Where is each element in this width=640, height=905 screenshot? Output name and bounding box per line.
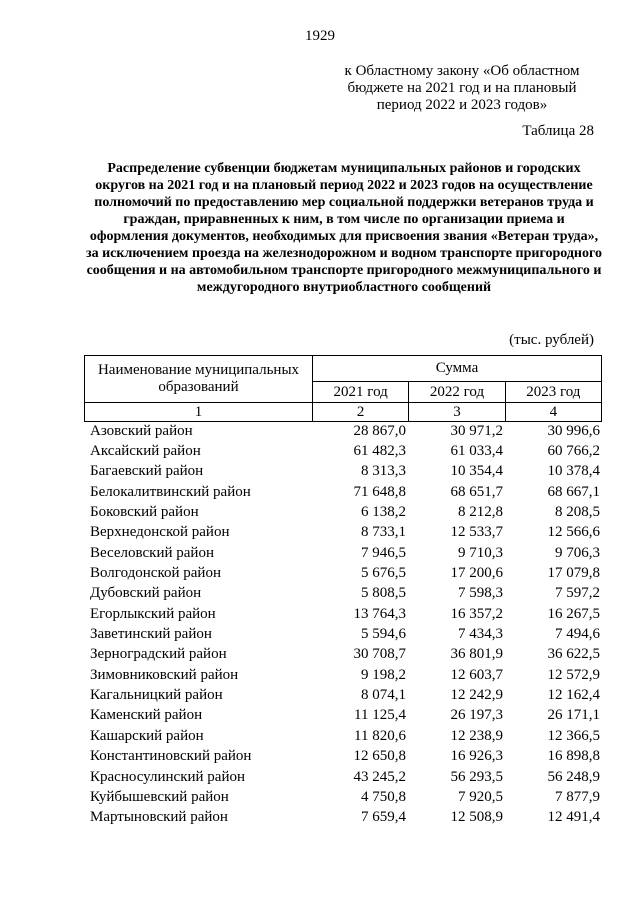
municipality-name: Кагальницкий район bbox=[90, 687, 223, 704]
municipality-name: Мартыновский район bbox=[90, 809, 228, 826]
column-header-2021: 2021 год bbox=[313, 382, 409, 403]
table-row bbox=[84, 462, 602, 482]
value-2023: 9 706,3 bbox=[555, 544, 600, 561]
table-row bbox=[84, 421, 602, 441]
municipality-name: Зимовниковский район bbox=[90, 666, 239, 683]
value-2023: 16 898,8 bbox=[547, 748, 600, 765]
table-body bbox=[84, 421, 602, 828]
value-2022: 12 238,9 bbox=[450, 727, 503, 744]
value-2023: 12 572,9 bbox=[547, 666, 600, 683]
table-row bbox=[84, 502, 602, 522]
municipality-name: Азовский район bbox=[90, 422, 193, 439]
value-2023: 36 622,5 bbox=[547, 646, 600, 663]
value-2022: 7 920,5 bbox=[458, 788, 503, 805]
table-row bbox=[84, 767, 602, 787]
table-row bbox=[84, 584, 602, 604]
table-row bbox=[84, 665, 602, 685]
table-row bbox=[84, 726, 602, 746]
value-2021: 11 820,6 bbox=[354, 727, 406, 744]
value-2023: 7 494,6 bbox=[555, 626, 600, 643]
value-2021: 43 245,2 bbox=[353, 768, 406, 785]
value-2023: 12 162,4 bbox=[547, 687, 600, 704]
table-row bbox=[84, 624, 602, 644]
municipality-name: Куйбышевский район bbox=[90, 788, 229, 805]
table-row bbox=[84, 604, 602, 624]
column-header-2023: 2023 год bbox=[505, 382, 601, 403]
value-2021: 4 750,8 bbox=[361, 788, 406, 805]
municipality-name: Каменский район bbox=[90, 707, 203, 724]
table-row bbox=[84, 787, 602, 807]
municipality-name: Багаевский район bbox=[90, 463, 204, 480]
table-row bbox=[84, 543, 602, 563]
value-2022: 16 926,3 bbox=[450, 748, 503, 765]
column-number: 3 bbox=[409, 403, 505, 422]
municipality-name: Егорлыкский район bbox=[90, 605, 216, 622]
value-2022: 30 971,2 bbox=[450, 422, 503, 439]
municipality-name: Аксайский район bbox=[90, 443, 201, 460]
document-title: Распределение субвенции бюджетам муниципальных районов и городских округов на 2021 год и на плановый период 2022 и 2023 годов на осуществление полномочий по предоставлению мер социальной поддержки ветеранов труда и граждан, приравненных к ним, в том числе по организации приема и оформления документов, необходимых для присвоения звания «Ветеран труда», за исключением проезда на железнодорожном и водном транспорте пригородного сообщения и на автомобильном транспорте пригородного межмуниципального и междугородного внутриобластного сообщений bbox=[85, 161, 602, 295]
value-2021: 6 138,2 bbox=[361, 504, 406, 521]
table-header bbox=[84, 355, 602, 422]
value-2022: 17 200,6 bbox=[450, 565, 503, 582]
municipality-name: Константиновский район bbox=[90, 748, 252, 765]
value-2023: 17 079,8 bbox=[547, 565, 600, 582]
value-2021: 8 074,1 bbox=[361, 687, 406, 704]
column-header-sum: Сумма bbox=[313, 356, 602, 382]
value-2021: 11 125,4 bbox=[354, 707, 406, 724]
table-label: Таблица 28 bbox=[522, 123, 594, 139]
column-header-name: Наименование муниципальных образований bbox=[85, 356, 313, 403]
municipality-name: Кашарский район bbox=[90, 727, 204, 744]
table-row bbox=[84, 645, 602, 665]
value-2021: 8 313,3 bbox=[361, 463, 406, 480]
value-2022: 9 710,3 bbox=[458, 544, 503, 561]
municipality-name: Зерноградский район bbox=[90, 646, 227, 663]
table-row bbox=[84, 706, 602, 726]
value-2022: 16 357,2 bbox=[450, 605, 503, 622]
value-2023: 30 996,6 bbox=[547, 422, 600, 439]
value-2022: 12 603,7 bbox=[450, 666, 503, 683]
table-row bbox=[84, 563, 602, 583]
table-row bbox=[84, 747, 602, 767]
value-2021: 5 808,5 bbox=[361, 585, 406, 602]
value-2022: 8 212,8 bbox=[458, 504, 503, 521]
value-2023: 68 667,1 bbox=[547, 483, 600, 500]
value-2023: 56 248,9 bbox=[547, 768, 600, 785]
municipality-name: Верхнедонской район bbox=[90, 524, 230, 541]
municipality-name: Волгодонской район bbox=[90, 565, 221, 582]
table-row bbox=[84, 482, 602, 502]
value-2021: 30 708,7 bbox=[353, 646, 406, 663]
value-2021: 9 198,2 bbox=[361, 666, 406, 683]
value-2022: 36 801,9 bbox=[450, 646, 503, 663]
municipality-name: Красносулинский район bbox=[90, 768, 246, 785]
value-2021: 5 676,5 bbox=[361, 565, 406, 582]
table-row bbox=[84, 523, 602, 543]
value-2022: 7 598,3 bbox=[458, 585, 503, 602]
table-row bbox=[84, 808, 602, 828]
value-2023: 10 378,4 bbox=[547, 463, 600, 480]
value-2022: 68 651,7 bbox=[450, 483, 503, 500]
annex-note: к Областному закону «Об областном бюджете на 2021 год и на плановый период 2022 и 2023 годов» bbox=[344, 63, 580, 113]
value-2022: 7 434,3 bbox=[458, 626, 503, 643]
value-2023: 26 171,1 bbox=[547, 707, 600, 724]
value-2022: 12 242,9 bbox=[450, 687, 503, 704]
value-2022: 12 508,9 bbox=[450, 809, 503, 826]
value-2021: 7 659,4 bbox=[361, 809, 406, 826]
column-header-2022: 2022 год bbox=[409, 382, 505, 403]
table-row bbox=[84, 441, 602, 461]
table-row bbox=[84, 685, 602, 705]
municipality-name: Веселовский район bbox=[90, 544, 214, 561]
municipality-name: Дубовский район bbox=[90, 585, 202, 602]
value-2021: 13 764,3 bbox=[353, 605, 406, 622]
value-2022: 61 033,4 bbox=[450, 443, 503, 460]
value-2022: 26 197,3 bbox=[450, 707, 503, 724]
value-2023: 8 208,5 bbox=[555, 504, 600, 521]
value-2023: 12 566,6 bbox=[547, 524, 600, 541]
municipality-name: Белокалитвинский район bbox=[90, 483, 251, 500]
value-2022: 10 354,4 bbox=[450, 463, 503, 480]
municipality-name: Заветинский район bbox=[90, 626, 212, 643]
column-number: 4 bbox=[505, 403, 601, 422]
value-2023: 16 267,5 bbox=[547, 605, 600, 622]
value-2021: 5 594,6 bbox=[361, 626, 406, 643]
value-2021: 71 648,8 bbox=[353, 483, 406, 500]
value-2021: 7 946,5 bbox=[361, 544, 406, 561]
value-2021: 61 482,3 bbox=[353, 443, 406, 460]
value-2023: 7 597,2 bbox=[555, 585, 600, 602]
page-number: 1929 bbox=[305, 28, 335, 44]
value-2021: 12 650,8 bbox=[353, 748, 406, 765]
units-label: (тыс. рублей) bbox=[509, 332, 594, 348]
column-number: 2 bbox=[313, 403, 409, 422]
value-2021: 28 867,0 bbox=[353, 422, 406, 439]
value-2022: 12 533,7 bbox=[450, 524, 503, 541]
value-2023: 60 766,2 bbox=[547, 443, 600, 460]
municipality-name: Боковский район bbox=[90, 504, 199, 521]
column-number: 1 bbox=[85, 403, 313, 422]
value-2021: 8 733,1 bbox=[361, 524, 406, 541]
value-2023: 12 366,5 bbox=[547, 727, 600, 744]
value-2022: 56 293,5 bbox=[450, 768, 503, 785]
value-2023: 12 491,4 bbox=[547, 809, 600, 826]
value-2023: 7 877,9 bbox=[555, 788, 600, 805]
